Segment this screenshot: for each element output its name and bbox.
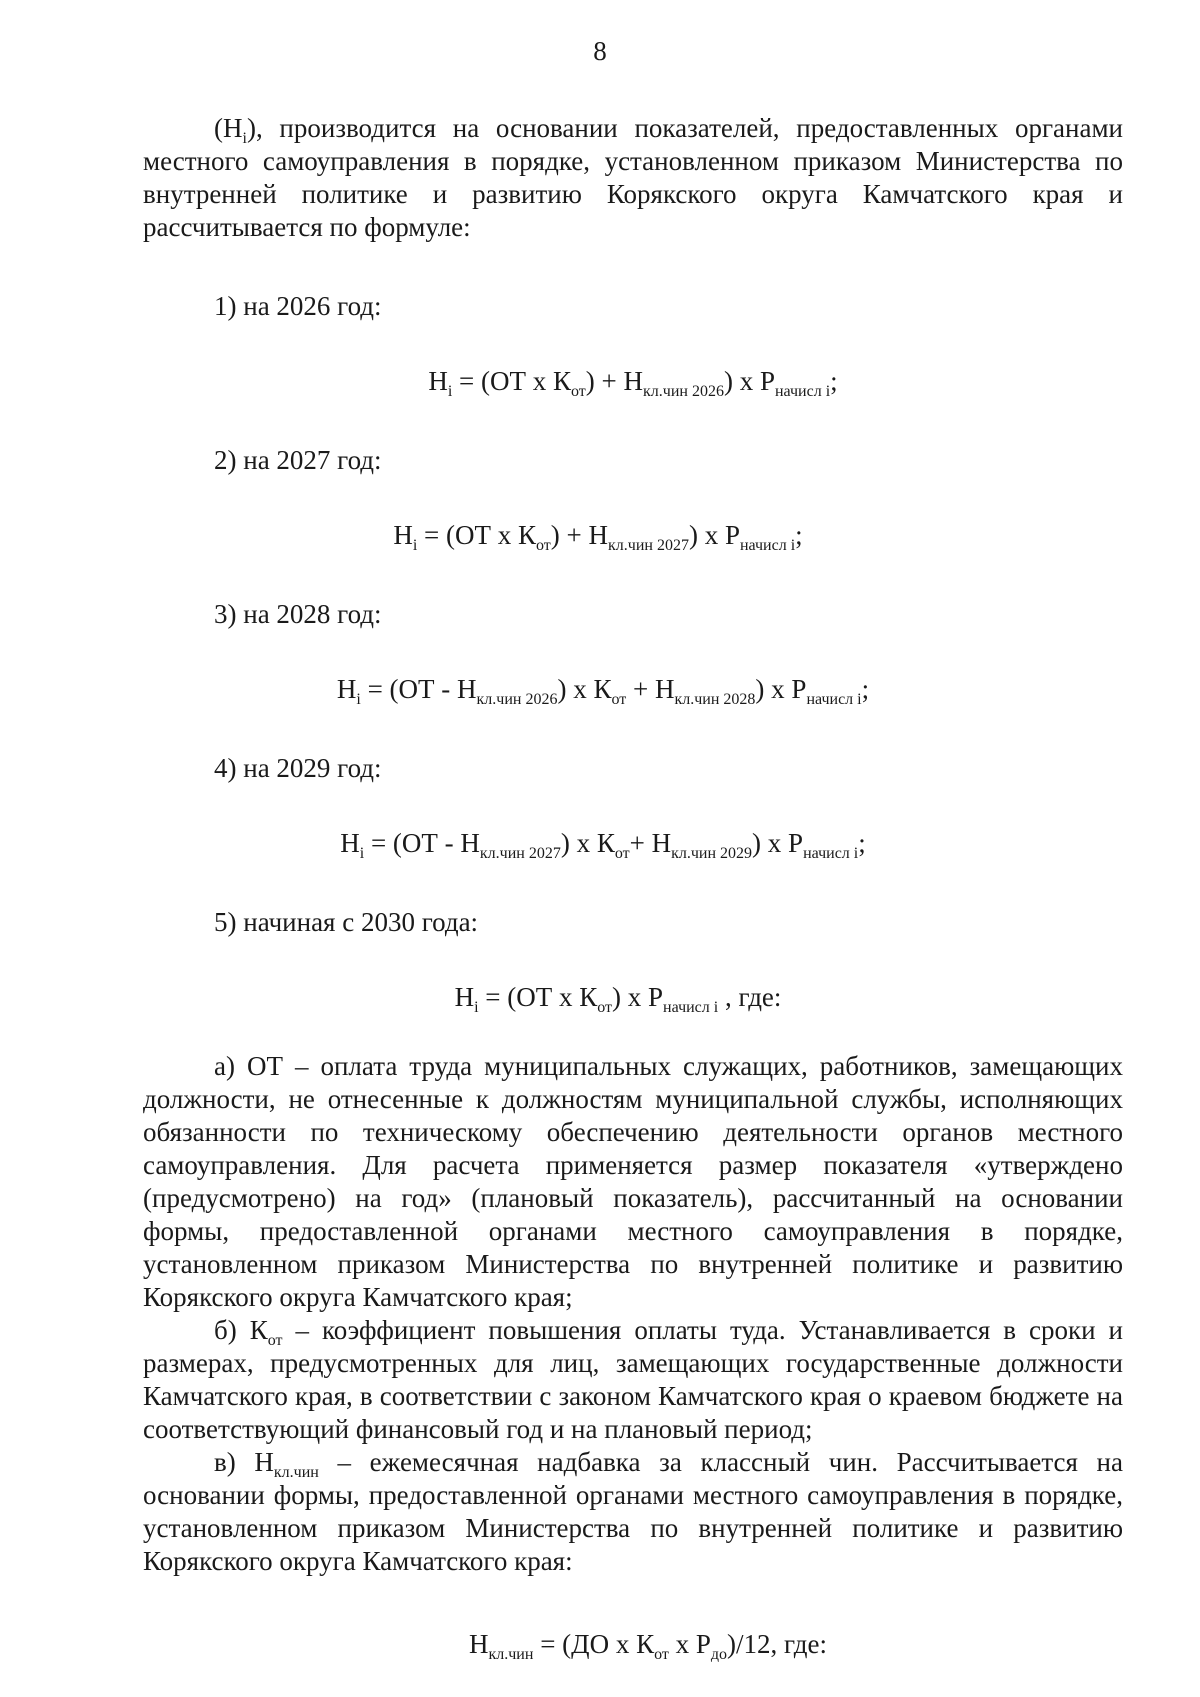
formula-subscript: начисл i [774,383,831,400]
formula-text: = (ОТ - Н [364,828,480,858]
formula-subscript: кл.чин 2028 [674,691,756,708]
intro-paragraph: $(Н_i)$, производится на основании показателей, предоставленных органами местного самоуправления в порядке, установленном приказом Министерства по внутренней политике и развитию Корякского округа Камчатского края и рассчитывается по формуле: [143,113,1123,242]
formula-text: = (ОТ - Н [360,674,477,704]
point-b: б) $К_{от}$ – коэффициент повышения оплаты туда. Устанавливается в сроки и размерах, предусмотренных для лиц, замещающих государственные должности Камчатского края, в соответствии с законом Камчатского края о краевом бюджете на соответствующий финансовый год и на плановый период; [143,1315,1123,1444]
formula-text: Н [428,366,448,396]
item-2-label: 2) на 2027 год: [214,445,382,475]
formula-2030 [113,981,1123,1014]
formula-subscript: начисл i [803,845,859,862]
point-v: в) $Н_{кл.чин}$ – ежемесячная надбавка за классный чин. Рассчитывается на основании формы, предоставленной органами местного самоуправления в порядке, установленном приказом Министерства по внутренней политике и развитию Корякского округа Камчатского края: [143,1447,1123,1576]
formula-subscript: до [710,1646,728,1663]
document-body [143,112,1123,1661]
formula-text: ) х Р [723,366,775,396]
formula-text: Н [454,982,475,1012]
formula-text: ) х Р [755,674,807,704]
point-a: а) ОТ – оплата труда муниципальных служащих, работников, замещающих должности, не отнесенные к должностям муниципальной службы, исполняющих обязанности по техническому обеспечению деятельности органов местного самоуправления. Для расчета применяется размер показателя «утверждено (предусмотрено) на год» (плановый показатель), рассчитанный на основании формы, предоставленной органами местного самоуправления в порядке, установленном приказом Министерства по внутренней политике и развитию Корякского округа Камчатского края; [143,1051,1123,1312]
formula-2027 [73,519,1123,552]
formula-subscript: i [474,999,479,1016]
formula-subscript: от [597,999,613,1016]
formula-2026 [143,365,1123,398]
formula-text: Н [340,828,360,858]
formula-subscript: кл.чин 2027 [479,845,561,862]
formula-subscript: кл.чин 2026 [476,691,558,708]
formula-text: , где: [718,982,782,1012]
item-4-label: 4) на 2029 год: [214,753,382,783]
formula-subscript: i [412,537,418,554]
formula-text: = (ОТ х К [478,982,598,1012]
page-number: 8 [593,36,607,66]
formula-text: = (ДО х К [533,1629,655,1659]
item-1-label: 1) на 2026 год: [214,291,382,321]
formula-subscript: от [571,383,586,400]
formula-text: Н [469,1629,489,1659]
formula-text: Н [336,674,357,704]
formula-subscript: от [614,845,630,862]
formula-2028 [83,673,1123,706]
formula-text: ; [861,674,870,704]
formula-text: ) х Р [688,520,740,550]
formula-subscript: кл.чин 2029 [671,845,753,862]
formula-text: ) х К [557,674,612,704]
formula-subscript: начисл i [806,691,862,708]
formula-text: ; [795,520,803,550]
formula-text: Н [393,520,413,550]
formula-text: ; [830,366,838,396]
formula-text: )/12, где: [727,1629,827,1659]
formula-text: + Н [626,674,675,704]
formula-subscript: от [611,691,627,708]
formula-text: = (ОТ х К [452,366,572,396]
formula-class-rank [173,1628,1123,1661]
item-3-label: 3) на 2028 год: [214,599,382,629]
formula-text: ) х Р [612,982,664,1012]
formula-subscript: начисл i [663,999,719,1016]
formula-subscript: кл.чин [488,1646,534,1663]
formula-text: ) + Н [550,520,609,550]
formula-subscript: кл.чин 2027 [608,537,689,554]
formula-subscript: кл.чин 2026 [643,383,724,400]
formula-text: ; [858,828,866,858]
formula-subscript: i [447,383,453,400]
formula-text: ) х Р [752,828,804,858]
formula-text: ) + Н [585,366,644,396]
item-5-label: 5) начиная с 2030 года: [214,907,479,937]
formula-text: ) х К [560,828,615,858]
formula-text: х Р [668,1629,711,1659]
formula-subscript: i [356,691,361,708]
formula-subscript: от [654,1646,669,1663]
formula-text: = (ОТ х К [417,520,537,550]
formula-2029 [83,827,1123,860]
formula-subscript: от [536,537,551,554]
formula-subscript: i [359,845,365,862]
formula-text: + Н [629,828,672,858]
formula-subscript: начисл i [739,537,796,554]
